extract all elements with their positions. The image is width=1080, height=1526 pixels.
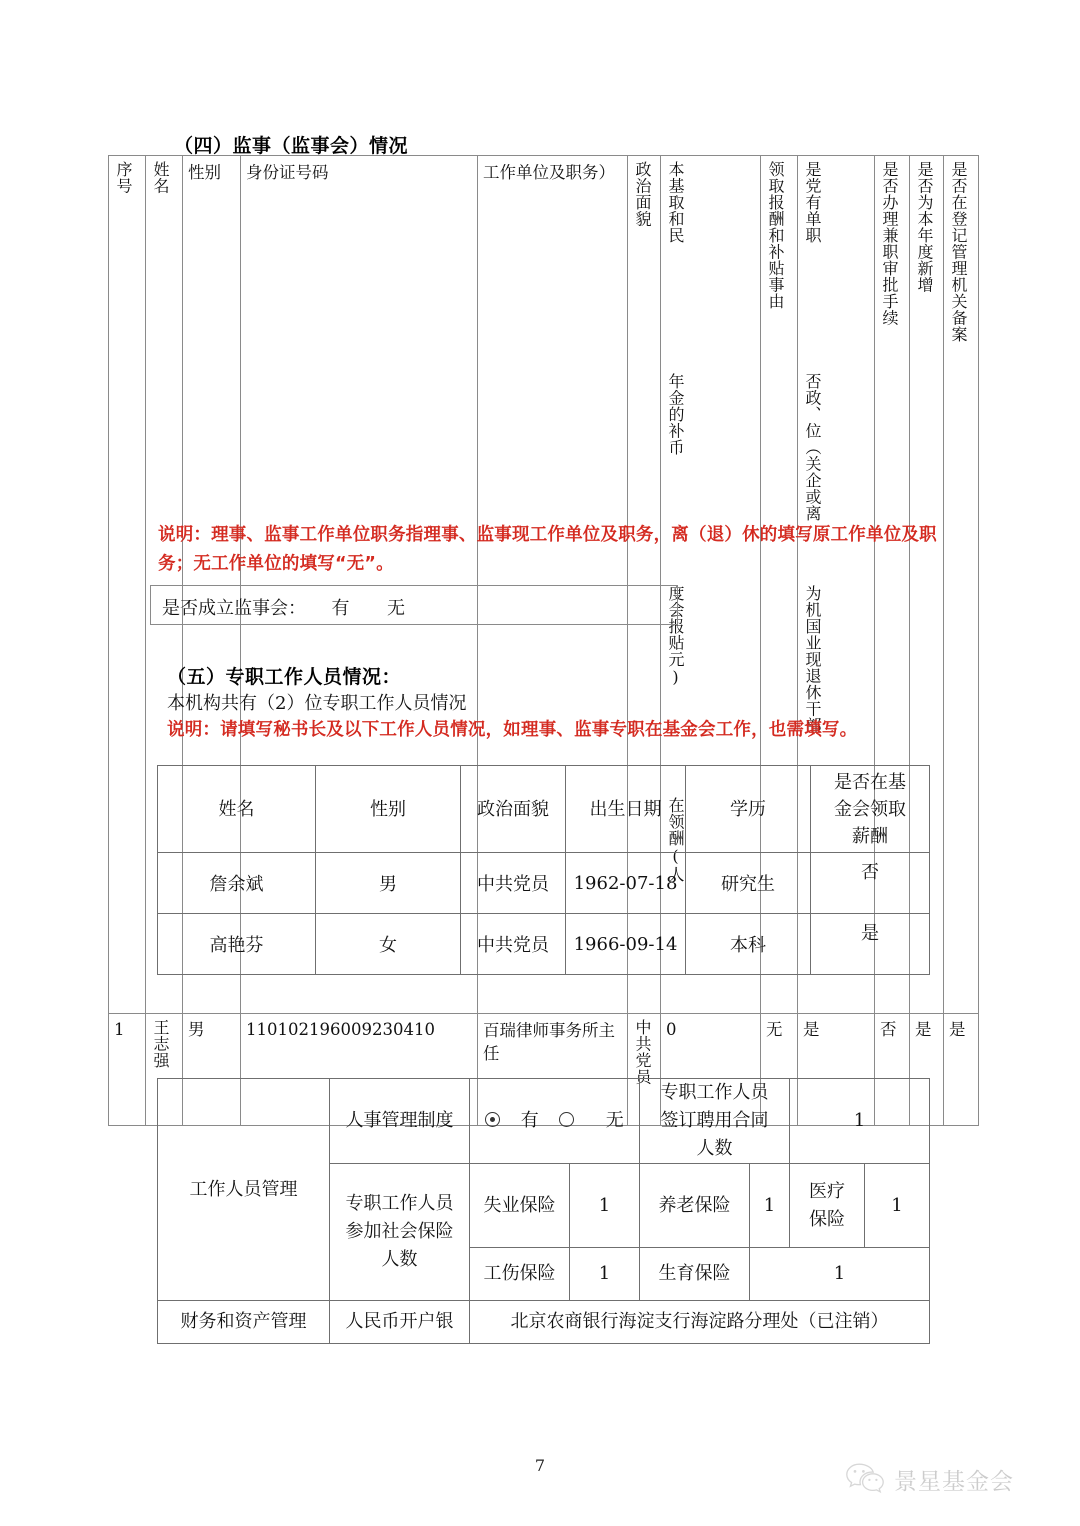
watermark	[845, 1462, 1014, 1496]
social-insurance-label-line-1: 专职工作人员	[345, 1193, 454, 1214]
cell-cadre-status: 是	[798, 1014, 875, 1126]
cell-political-status: 中共党员	[628, 1014, 661, 1126]
cell-reason: 无	[761, 1014, 798, 1126]
page-number: 7	[534, 1456, 546, 1475]
staff-table-header-row	[158, 766, 930, 853]
table-row	[158, 853, 930, 914]
section-five-count-line: 本机构共有（2）位专职工作人员情况	[167, 693, 467, 714]
staff-header-education: 学历	[686, 766, 811, 853]
bank-account-value: 北京农商银行海淀支行海淀路分理处（已注销）	[470, 1301, 930, 1344]
cell-work-unit: 百瑞律师事务所主任	[478, 1014, 628, 1126]
header-new-this-year: 是否为本年度新增	[910, 156, 944, 1014]
medical-label-line-1: 医疗	[809, 1180, 845, 1202]
management-row-finance	[158, 1301, 930, 1344]
cell-filed-with-authority: 是	[944, 1014, 979, 1126]
medical-insurance-label	[790, 1164, 865, 1248]
unemployment-insurance-value: 1	[570, 1164, 640, 1248]
header-seq: 序号	[109, 156, 146, 1014]
header-work-unit: 工作单位及职务）	[478, 156, 628, 1014]
contract-label-line-1: 专职工作人员	[660, 1082, 769, 1103]
section-five-title: （五）专职工作人员情况：	[167, 666, 402, 688]
staff-cell-salary: 是	[811, 914, 930, 975]
radio-no-icon[interactable]	[559, 1112, 574, 1127]
hr-system-radio-group[interactable]	[470, 1079, 640, 1164]
social-insurance-label	[330, 1164, 470, 1301]
staff-header-name: 姓名	[158, 766, 316, 853]
supervisory-board-option-yes[interactable]: 有	[331, 598, 350, 619]
wechat-icon	[845, 1462, 885, 1496]
staff-cell-salary: 否	[811, 853, 930, 914]
staff-header-gender: 性别	[316, 766, 461, 853]
staff-cell-political: 中共党员	[461, 914, 566, 975]
hr-system-no-label[interactable]: 无	[605, 1110, 624, 1131]
social-insurance-label-line-2: 参加社会保险	[345, 1221, 454, 1242]
injury-insurance-value: 1	[570, 1248, 640, 1301]
staff-cell-gender: 女	[316, 914, 461, 975]
maternity-insurance-label: 生育保险	[640, 1248, 750, 1301]
staff-cell-birth-date: 1966-09-14	[566, 914, 686, 975]
contract-count-label	[640, 1079, 790, 1164]
header-political-status: 政治面貌	[628, 156, 661, 1014]
section-four-note: 说明：理事、监事工作单位职务指理事、监事现工作单位及职务，离（退）休的填写原工作单位及职务；无工作单位的填写“无”。	[158, 525, 937, 574]
staff-header-salary-line-2: 金会领取	[834, 798, 906, 820]
header-name: 姓名	[146, 156, 183, 1014]
contract-label-line-3: 人数	[696, 1138, 733, 1159]
management-row-hr-system	[158, 1079, 930, 1164]
staff-cell-education: 本科	[686, 914, 811, 975]
hr-system-label: 人事管理制度	[330, 1079, 470, 1164]
cell-id-number: 110102196009230410	[241, 1014, 478, 1126]
header-id-number: 身份证号码	[241, 156, 478, 1014]
header-approval-procedure: 是否办理兼职审批手续	[875, 156, 910, 1014]
staff-table	[157, 765, 930, 975]
management-table	[157, 1078, 930, 1344]
cell-remuneration: 0	[661, 1014, 761, 1126]
cell-approval-procedure: 否	[875, 1014, 910, 1126]
staff-cell-birth-date: 1962-07-18	[566, 853, 686, 914]
header-filed-with-authority: 是否在登记管理机关备案	[944, 156, 979, 1014]
table-row	[158, 914, 930, 975]
supervisors-table	[108, 155, 979, 1126]
section-four-title: （四）监事（监事会）情况	[174, 135, 409, 157]
staff-header-salary-line-3: 薪酬	[852, 825, 888, 847]
cell-new-this-year: 是	[910, 1014, 944, 1126]
management-group-staff: 工作人员管理	[158, 1079, 330, 1301]
supervisory-board-label: 是否成立监事会：	[162, 598, 306, 619]
staff-header-salary-line-1: 是否在基	[834, 771, 906, 793]
staff-cell-name: 高艳芬	[158, 914, 316, 975]
supervisory-board-line	[162, 594, 405, 620]
pension-insurance-value: 1	[750, 1164, 790, 1248]
staff-cell-education: 研究生	[686, 853, 811, 914]
medical-label-line-2: 保险	[809, 1208, 845, 1230]
cell-seq: 1	[109, 1014, 146, 1126]
staff-header-political: 政治面貌	[461, 766, 566, 853]
header-gender: 性别	[183, 156, 241, 1014]
header-reason: 领取报酬和补贴事由	[761, 156, 798, 1014]
pension-insurance-label: 养老保险	[640, 1164, 750, 1248]
unemployment-insurance-label: 失业保险	[470, 1164, 570, 1248]
contract-label-line-2: 签订聘用合同	[660, 1110, 769, 1131]
hr-system-yes-label[interactable]: 有	[520, 1110, 539, 1131]
staff-cell-name: 詹余斌	[158, 853, 316, 914]
management-group-finance: 财务和资产管理	[158, 1301, 330, 1344]
staff-cell-gender: 男	[316, 853, 461, 914]
supervisory-board-option-no[interactable]: 无	[386, 598, 405, 619]
maternity-insurance-value: 1	[750, 1248, 930, 1301]
contract-count-value: 1	[790, 1079, 930, 1164]
staff-header-birth-date: 出生日期	[566, 766, 686, 853]
medical-insurance-value: 1	[865, 1164, 930, 1248]
radio-yes-icon[interactable]	[485, 1112, 500, 1127]
section-five-note: 说明：请填写秘书长及以下工作人员情况，如理事、监事专职在基金会工作，也需填写。	[167, 720, 858, 740]
staff-cell-political: 中共党员	[461, 853, 566, 914]
watermark-text: 景星基金会	[894, 1468, 1014, 1495]
cell-name: 王志强	[146, 1014, 183, 1126]
header-cadre-status: 是党有单职 否政、位（关企或离 为机国业现退休干部	[798, 156, 875, 1014]
injury-insurance-label: 工伤保险	[470, 1248, 570, 1301]
cell-gender: 男	[183, 1014, 241, 1126]
header-remuneration: 本基取和民 年金的补币 度会报贴元) 在领酬(人	[661, 156, 761, 1014]
bank-account-label: 人民币开户银	[330, 1301, 470, 1344]
staff-header-salary	[811, 766, 930, 853]
supervisory-board-box	[150, 585, 678, 625]
social-insurance-label-line-3: 人数	[381, 1249, 418, 1270]
